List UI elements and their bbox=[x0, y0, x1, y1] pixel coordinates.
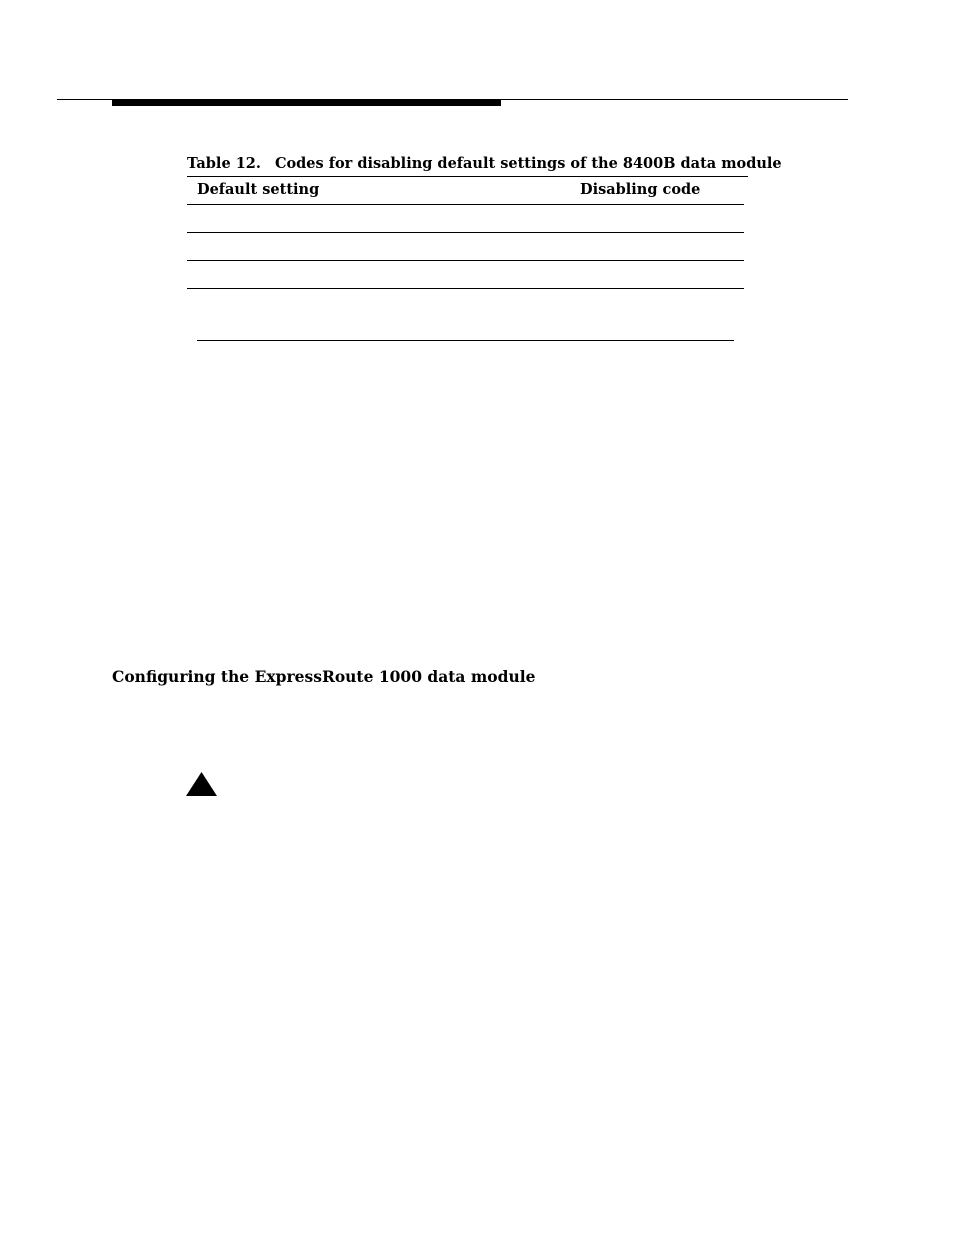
table-caption-title: Codes for disabling default settings of the 8400B data module bbox=[274, 155, 782, 172]
table-caption-number: Table 12. bbox=[187, 155, 261, 172]
warning-triangle-icon bbox=[186, 772, 217, 796]
table-header-rule bbox=[187, 204, 744, 205]
column-header-disabling-code: Disabling code bbox=[580, 181, 701, 198]
table-top-rule bbox=[187, 176, 748, 177]
table-end-rule bbox=[197, 340, 734, 341]
table-row-rule bbox=[187, 288, 744, 289]
section-heading: Configuring the ExpressRoute 1000 data module bbox=[112, 667, 536, 686]
table-caption bbox=[187, 155, 782, 172]
header-bar bbox=[112, 99, 501, 106]
table-row-rule bbox=[187, 260, 744, 261]
table-row-rule bbox=[187, 232, 744, 233]
column-header-default-setting: Default setting bbox=[197, 181, 320, 198]
